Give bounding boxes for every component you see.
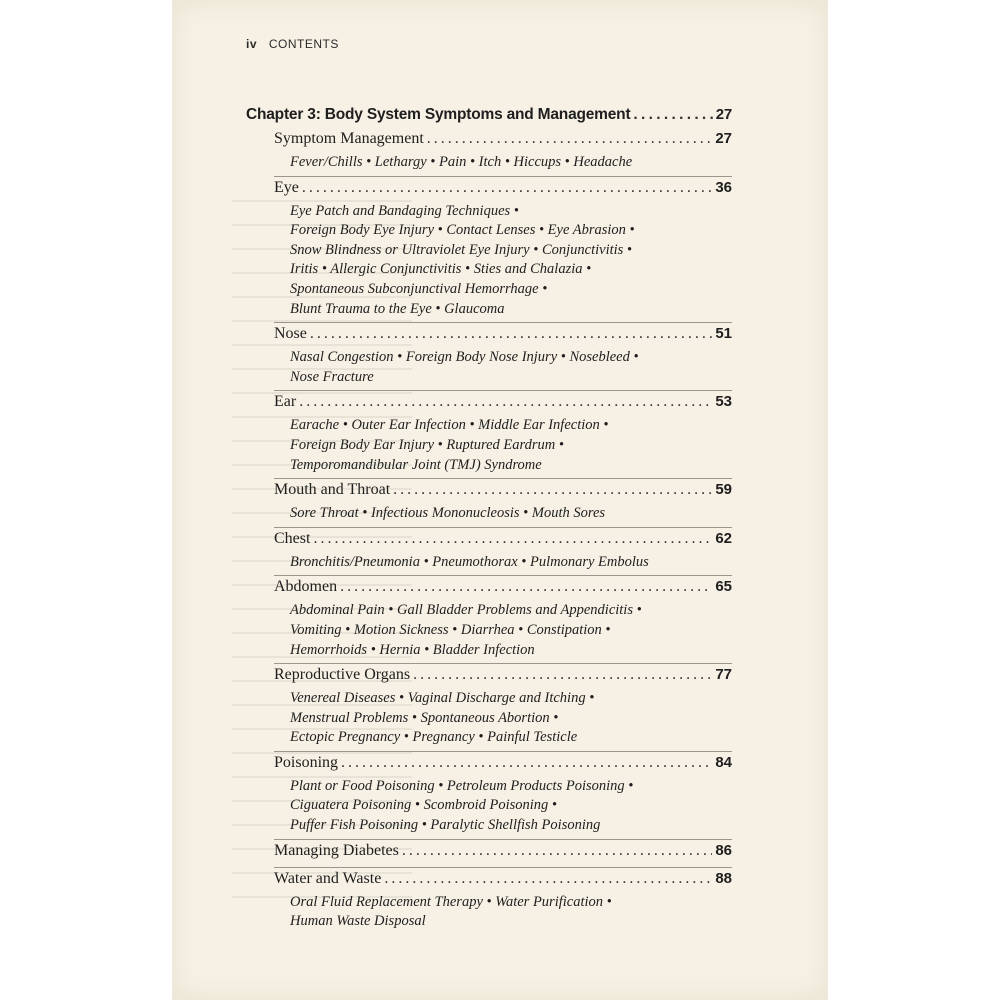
- subtopic-line: Fever/Chills • Lethargy • Pain • Itch • Hiccups • Headache: [290, 154, 633, 170]
- subtopic-list: [246, 416, 732, 475]
- table-of-contents: [246, 106, 732, 932]
- toc-entry-row: [246, 481, 732, 503]
- entry-divider: [274, 527, 732, 528]
- running-head-title: CONTENTS: [268, 37, 339, 51]
- subtopic-line: Abdominal Pain • Gall Bladder Problems and Appendicitis •: [290, 602, 642, 619]
- subtopic-line: Temporomandibular Joint (TMJ) Syndrome: [290, 456, 542, 473]
- page-folio: iv: [246, 37, 258, 51]
- chapter-heading-row: [246, 106, 732, 128]
- subtopic-line: Plant or Food Poisoning • Petroleum Products Poisoning •: [290, 777, 634, 794]
- entry-divider: [274, 839, 732, 840]
- subtopic-line: Bronchitis/Pneumonia • Pneumothorax • Pulmonary Embolus: [290, 553, 649, 570]
- subtopic-line: Vomiting • Motion Sickness • Diarrhea • Constipation •: [290, 621, 611, 638]
- entry-divider: [274, 575, 732, 576]
- entry-title: Mouth and Throat: [274, 481, 391, 499]
- subtopic-line: Puffer Fish Poisoning • Paralytic Shellfish Poisoning: [290, 817, 601, 834]
- entry-title: Poisoning: [274, 753, 339, 771]
- entry-title: Nose: [274, 325, 307, 343]
- toc-entry-row: [246, 179, 732, 201]
- chapter-page-number: 27: [715, 106, 732, 123]
- entry-title: Chest: [274, 529, 311, 547]
- subtopic-line: Nose Fracture: [290, 368, 374, 385]
- entry-page-number: 53: [715, 393, 732, 411]
- toc-entries: [246, 130, 732, 932]
- entry-page-number: 62: [715, 529, 732, 547]
- subtopic-list: [246, 348, 732, 387]
- entry-page-number: 59: [715, 481, 732, 499]
- toc-entry-row: [246, 870, 732, 892]
- entry-page-number: 65: [715, 578, 732, 596]
- subtopic-line: Snow Blindness or Ultraviolet Eye Injury • Conjunctivitis •: [290, 241, 633, 258]
- entry-title: Ear: [274, 393, 297, 411]
- entry-divider: [274, 751, 732, 752]
- entry-title: Managing Diabetes: [274, 841, 399, 859]
- leader-dots: [427, 130, 713, 148]
- entry-page-number: 27: [715, 130, 732, 147]
- leader-dots: [384, 870, 712, 888]
- leader-dots: [313, 530, 712, 548]
- subtopic-list: [246, 504, 732, 524]
- toc-entry-row: [246, 530, 732, 552]
- running-head: [246, 37, 339, 51]
- entry-title: Eye: [274, 178, 299, 196]
- subtopic-line: Menstrual Problems • Spontaneous Abortion •: [290, 709, 559, 726]
- subtopic-list: [246, 893, 732, 932]
- entry-page-number: 84: [715, 753, 732, 771]
- leader-dots: [340, 578, 712, 596]
- subtopic-line: Foreign Body Eye Injury • Contact Lenses • Eye Abrasion •: [290, 222, 635, 239]
- chapter-title: Chapter 3: Body System Symptoms and Management: [246, 106, 631, 123]
- subtopic-list: [246, 202, 732, 320]
- leader-dots: [299, 393, 712, 411]
- entry-title: Water and Waste: [274, 869, 382, 887]
- subtopic-line: Ciguatera Poisoning • Scombroid Poisoning •: [290, 797, 557, 814]
- subtopic-list: [246, 777, 732, 836]
- subtopic-list: [246, 689, 732, 748]
- toc-entry-row: [246, 393, 732, 415]
- entry-page-number: 88: [715, 869, 732, 887]
- leader-dots: [310, 325, 712, 343]
- entry-divider: [274, 322, 732, 323]
- entry-page-number: 51: [715, 325, 732, 343]
- leader-dots: [341, 754, 712, 772]
- toc-entry-row: [246, 666, 732, 688]
- entry-divider: [274, 663, 732, 664]
- toc-entry-row: [246, 754, 732, 776]
- entry-divider: [274, 867, 732, 868]
- entry-page-number: 77: [715, 666, 732, 684]
- entry-divider: [274, 478, 732, 479]
- toc-entry-row: [246, 325, 732, 347]
- subtopic-line: Foreign Body Ear Injury • Ruptured Eardrum •: [290, 436, 564, 453]
- subtopic-line: Hemorrhoids • Hernia • Bladder Infection: [290, 641, 535, 658]
- leader-dots: [393, 481, 712, 499]
- subtopic-list: [246, 553, 732, 573]
- toc-entry-row: [246, 578, 732, 600]
- entry-divider: [274, 176, 732, 177]
- subtopic-line: Sore Throat • Infectious Mononucleosis • Mouth Sores: [290, 505, 606, 522]
- toc-entry-row: [246, 130, 732, 152]
- leader-dots: [402, 842, 712, 860]
- subtopic-line: Human Waste Disposal: [290, 913, 426, 930]
- subtopic-line: Earache • Outer Ear Infection • Middle Ear Infection •: [290, 417, 609, 434]
- leader-dots: [633, 106, 712, 124]
- subtopic-list: [246, 153, 732, 173]
- subtopic-line: Iritis • Allergic Conjunctivitis • Sties and Chalazia •: [290, 261, 592, 278]
- subtopic-line: Blunt Trauma to the Eye • Glaucoma: [290, 300, 505, 317]
- leader-dots: [302, 179, 712, 197]
- subtopic-line: Spontaneous Subconjunctival Hemorrhage •: [290, 280, 548, 297]
- entry-title: Reproductive Organs: [274, 666, 411, 684]
- entry-page-number: 86: [715, 841, 732, 859]
- subtopic-line: Oral Fluid Replacement Therapy • Water Purification •: [290, 893, 612, 910]
- subtopic-list: [246, 601, 732, 660]
- subtopic-line: Venereal Diseases • Vaginal Discharge and Itching •: [290, 690, 595, 707]
- entry-divider: [274, 390, 732, 391]
- leader-dots: [413, 666, 712, 684]
- subtopic-line: Eye Patch and Bandaging Techniques •: [290, 202, 519, 219]
- entry-page-number: 36: [715, 178, 732, 196]
- toc-entry-row: [246, 842, 732, 864]
- entry-title: Symptom Management: [274, 130, 424, 147]
- subtopic-line: Nasal Congestion • Foreign Body Nose Injury • Nosebleed •: [290, 349, 639, 366]
- book-page: [172, 0, 828, 1000]
- subtopic-line: Ectopic Pregnancy • Pregnancy • Painful Testicle: [290, 729, 578, 746]
- entry-title: Abdomen: [274, 578, 338, 596]
